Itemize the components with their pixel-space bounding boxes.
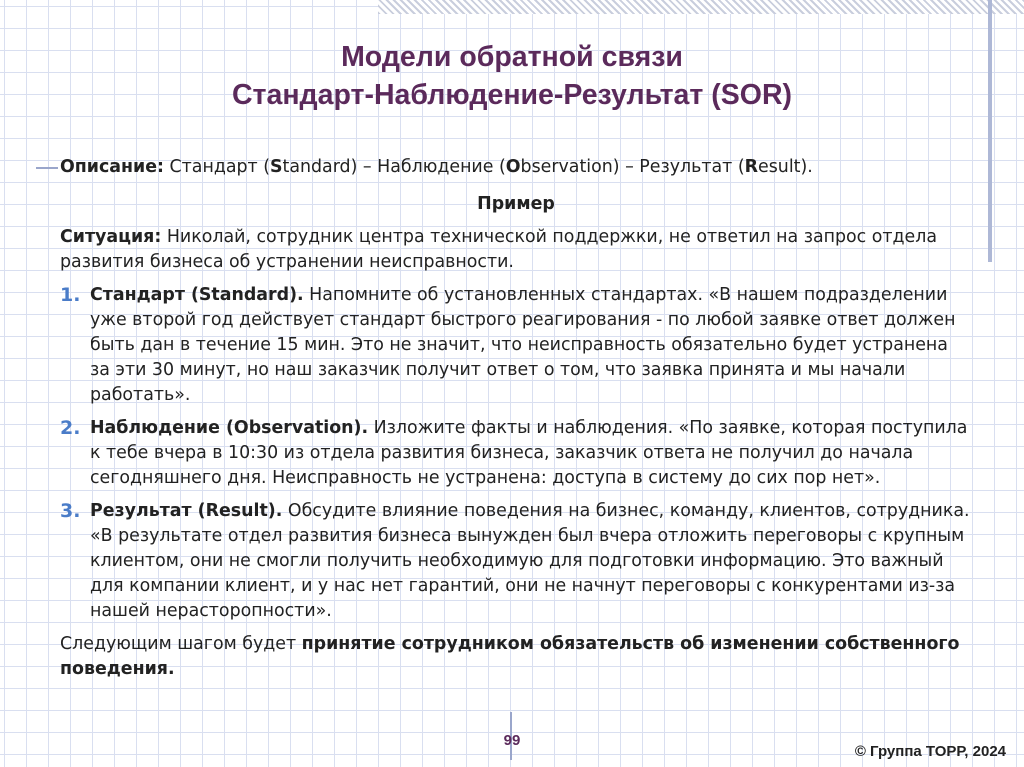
slide-body [60,155,972,682]
situation-text: Николай, сотрудник центра технической поддержки, не ответил на запрос отдела развития бизнеса об устранении неисправности. [60,227,938,272]
step-item-observation [60,416,972,491]
step-text: Изложите факты и наблюдения. «По заявке, которая поступила к тебе вчера в 10:30 из отдела развития бизнеса, заказчик ответа не получил до начала сегодняшнего дня. Неисправность не устранена: доступа в систему до сих пор нет». [90,418,968,488]
step-item-standard [60,283,972,408]
description-text-part: tandard) – Наблюдение ( [282,157,506,177]
step-number: 3. [60,500,81,522]
description-r-letter: R [744,157,759,177]
description-text-part: esult). [758,157,813,177]
description-label: Описание: [60,157,164,177]
next-step-text: Следующим шагом будет [60,634,302,654]
step-title: Наблюдение (Observation). [90,418,369,438]
step-title: Стандарт (Standard). [90,285,304,305]
step-number: 1. [60,284,81,306]
next-step-paragraph [60,632,972,682]
step-text: Обсудите влияние поведения на бизнес, команду, клиентов, сотрудника. «В результате отдел развития бизнеса вынужден был вчера отложить переговоры с крупным клиентом, они не смогли получить необходимую для подготовки информацию. Это важный для компании клиент, и у нас нет гарантий, они не начнут переговоры с конкурентами из-за нашей нерасторопности». [90,501,970,621]
description-s-letter: S [269,157,283,177]
step-text: Напомните об установленных стандартах. «В нашем подразделении уже второй год действует стандарт быстрого реагирования - по любой заявке ответ должен быть дан в течение 15 мин. Это не значит, что неисправность обязательно будет устранена за эти 30 минут, но наш заказчик получит ответ о том, что заявка принята и мы начали работать». [90,285,956,405]
description-o-letter: O [505,157,521,177]
situation-paragraph [60,225,972,275]
slide-title-line-1: Модели обратной связи [341,41,683,73]
page-number: 99 [503,732,521,749]
description-paragraph [60,155,972,180]
situation-label: Ситуация: [60,227,162,247]
step-item-result [60,499,972,624]
copyright-notice: © Группа ТОРР, 2024 [854,743,1006,760]
description-text-part: bservation) – Результат ( [520,157,745,177]
left-decorative-marker [36,167,58,169]
slide-title [0,38,1024,114]
example-heading: Пример [477,194,555,214]
step-title: Результат (Result). [90,501,283,521]
next-step-bold-text: принятие сотрудником обязательств об изменении собственного поведения. [60,634,960,679]
top-decorative-band [378,0,1024,14]
description-text-part: Стандарт ( [163,157,270,177]
slide-title-line-2: Стандарт-Наблюдение-Результат (SOR) [231,79,793,111]
step-number: 2. [60,417,81,439]
